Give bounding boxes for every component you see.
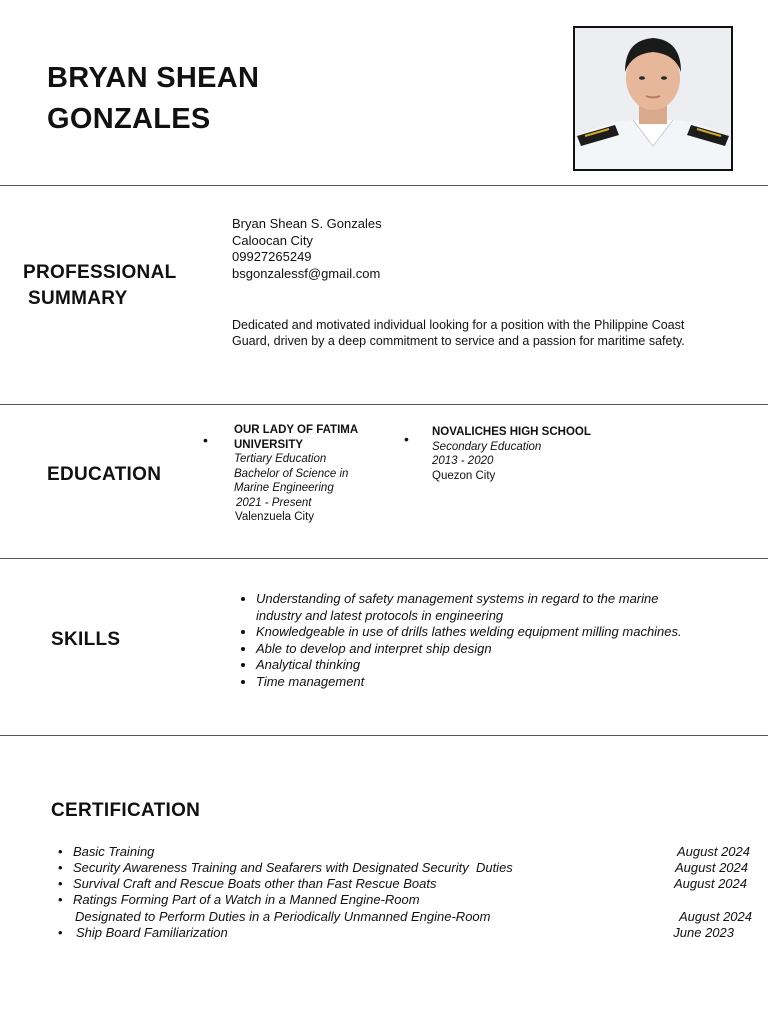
education-school-2 — [432, 425, 632, 483]
school-1-level: Tertiary Education — [234, 453, 327, 465]
school-1-location: Valenzuela City — [235, 511, 315, 523]
summary-heading-line-1: PROFESSIONAL — [23, 262, 177, 283]
section-divider — [0, 404, 768, 405]
skill-item: • Analytical thinking — [256, 657, 692, 674]
certification-date: August 2024 — [674, 860, 748, 875]
section-divider — [0, 735, 768, 736]
skill-item: • Time management — [256, 674, 692, 691]
bullet: • — [58, 860, 63, 875]
profile-photo — [573, 26, 733, 171]
certification-heading: CERTIFICATION — [51, 800, 201, 821]
school-2-name: NOVALICHES HIGH SCHOOL — [432, 426, 591, 438]
certification-title: Ratings Forming Part of a Watch in a Manned Engine-Room — [73, 892, 420, 907]
person-portrait-icon — [575, 28, 731, 169]
contact-email: bsgonzalessf@gmail.com — [232, 265, 381, 281]
summary-heading — [23, 260, 177, 312]
bullet: • — [58, 892, 63, 907]
school-1-years: 2021 - Present — [236, 496, 312, 509]
school-1-degree-line-1: Bachelor of Science in — [234, 467, 349, 480]
name-line-2: GONZALES — [47, 103, 211, 135]
bullet: • — [58, 925, 63, 940]
section-divider — [0, 558, 768, 559]
certification-date: August 2024 — [678, 909, 752, 924]
certification-date: August 2024 — [676, 844, 750, 859]
contact-city: Caloocan City — [232, 232, 313, 248]
school-2-location: Quezon City — [432, 469, 496, 482]
candidate-name — [47, 58, 259, 140]
section-divider — [0, 185, 768, 186]
contact-block — [232, 216, 382, 282]
certification-date: June 2023 — [673, 925, 734, 940]
school-1-name-line-1: OUR LADY OF FATIMA — [234, 424, 359, 436]
certification-title: Basic Training — [73, 844, 155, 859]
certification-title: Security Awareness Training and Seafarers with Designated Security Duties — [73, 860, 513, 875]
education-school-1 — [234, 423, 384, 525]
skills-list — [232, 591, 692, 690]
school-2-years: 2013 - 2020 — [432, 455, 494, 467]
contact-full-name: Bryan Shean S. Gonzales — [232, 216, 382, 231]
bullet: • — [203, 432, 208, 448]
school-1-degree-line-2: Marine Engineering — [234, 482, 334, 494]
summary-description: Dedicated and motivated individual looking for a position with the Philippine Coast Guard, driven by a deep commitment to service and a passion for maritime safety. — [232, 318, 685, 348]
bullet: • — [58, 876, 63, 891]
education-heading: EDUCATION — [47, 464, 162, 485]
skill-item: • Understanding of safety management systems in regard to the marine industry and latest protocols in engineering — [256, 591, 692, 624]
summary-heading-line-2: SUMMARY — [28, 288, 128, 309]
skill-item: • Knowledgeable in use of drills lathes welding equipment milling machines. — [256, 624, 692, 641]
certification-title: Ship Board Familiarization — [76, 925, 228, 940]
certification-title: Survival Craft and Rescue Boats other than Fast Rescue Boats — [73, 876, 437, 891]
school-2-level: Secondary Education — [432, 440, 542, 453]
skills-heading: SKILLS — [51, 629, 121, 650]
bullet: • — [404, 431, 409, 447]
contact-phone: 09927265249 — [232, 249, 312, 264]
skill-item: • Able to develop and interpret ship design — [256, 641, 692, 658]
bullet: • — [58, 844, 63, 859]
name-line-1: BRYAN SHEAN — [47, 62, 260, 94]
certification-date: August 2024 — [673, 876, 747, 891]
school-1-name-line-2: UNIVERSITY — [234, 438, 304, 451]
certification-title: Designated to Perform Duties in a Periodically Unmanned Engine-Room — [75, 909, 491, 924]
